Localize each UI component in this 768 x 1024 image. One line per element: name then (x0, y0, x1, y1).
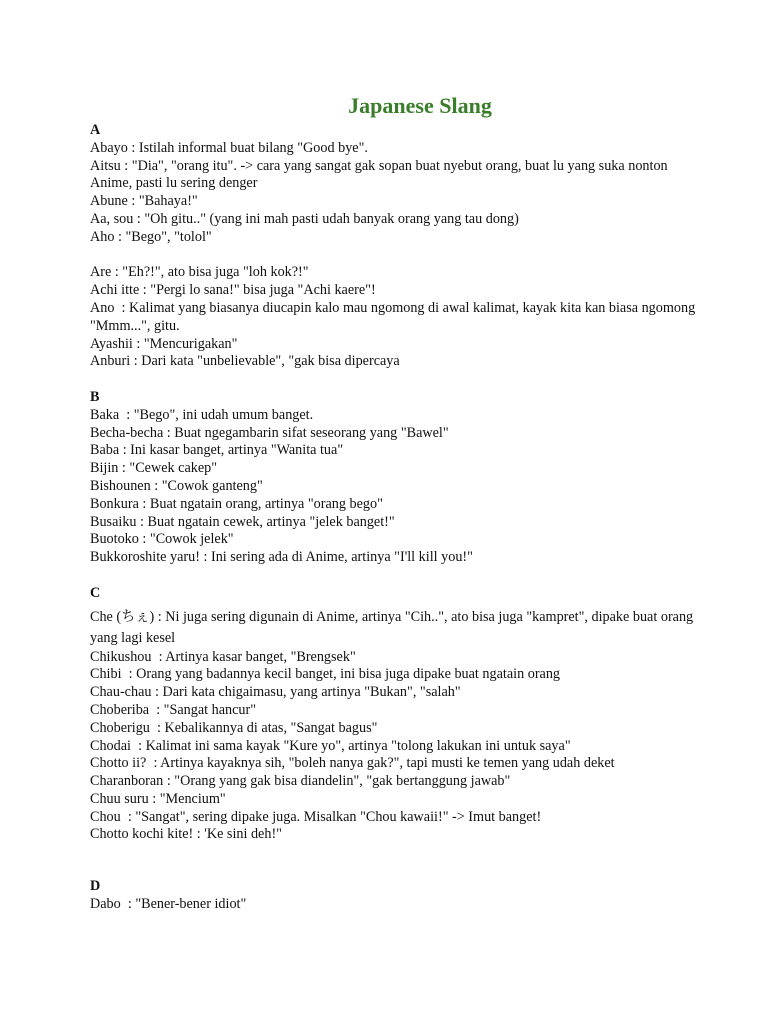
entry-chotto-kochi-kite: Chotto kochi kite! : 'Ke sini deh!" (90, 826, 282, 843)
entry-ayashii: Ayashii : "Mencurigakan" (90, 335, 238, 352)
section-letter-a: A (90, 122, 101, 138)
entry-buotoko: Buotoko : "Cowok jelek" (90, 531, 234, 548)
entry-ano: Ano : Kalimat yang biasanya diucapin kalo mau ngomong di awal kalimat, kayak kita kan biasa ngomong "Mmm...", gitu. (90, 299, 699, 334)
spacer (90, 371, 710, 389)
entry-busaiku: Busaiku : Buat ngatain cewek, artinya "jelek banget!" (90, 513, 395, 530)
entry-charanboran: Charanboran : "Orang yang gak bisa diandelin", "gak bertanggung jawab" (90, 773, 511, 790)
entry-chotto-ii: Chotto ii? : Artinya kayaknya sih, "boleh nanya gak?", tapi musti ke temen yang udah deket (90, 755, 615, 772)
entry-abayo: Abayo : Istilah informal buat bilang "Good bye". (90, 139, 368, 156)
spacer (90, 567, 710, 585)
entry-chau-chau: Chau-chau : Dari kata chigaimasu, yang artinya "Bukan", "salah" (90, 684, 461, 701)
entry-becha-becha: Becha-becha : Buat ngegambarin sifat seseorang yang "Bawel" (90, 424, 449, 441)
entry-aitsu: Aitsu : "Dia", "orang itu". -> cara yang sangat gak sopan buat nyebut orang, buat lu yang suka nonton Anime, pasti lu sering denger (90, 157, 671, 192)
entry-baba: Baba : Ini kasar banget, artinya "Wanita tua" (90, 442, 344, 459)
entry-chikushou: Chikushou : Artinya kasar banget, "Brengsek" (90, 648, 356, 665)
entry-bonkura: Bonkura : Buat ngatain orang, artinya "orang bego" (90, 495, 383, 512)
section-a (90, 122, 710, 247)
section-letter-c: C (90, 584, 101, 601)
entry-aho: Aho : "Bego", "tolol" (90, 228, 212, 245)
entry-anburi: Anburi : Dari kata "unbelievable", "gak bisa dipercaya (90, 353, 400, 370)
entry-che: Che (ちぇ) : Ni juga sering digunain di Anime, artinya "Cih..", ato bisa juga "kampret", dipake buat orang yang lagi kesel (90, 608, 697, 646)
entry-dabo: Dabo : "Bener-bener idiot" (90, 896, 247, 913)
entry-chodai: Chodai : Kalimat ini sama kayak "Kure yo", artinya "tolong lakukan ini untuk saya" (90, 737, 571, 754)
section-b (90, 389, 710, 567)
entry-bijin: Bijin : "Cewek cakep" (90, 460, 218, 477)
entry-aa-sou: Aa, sou : "Oh gitu.." (yang ini mah pasti udah banyak orang yang tau dong) (90, 210, 519, 227)
entry-choberigu: Choberigu : Kebalikannya di atas, "Sangat bagus" (90, 719, 378, 736)
entry-abune: Abune : "Bahaya!" (90, 193, 198, 210)
entry-bishounen: Bishounen : "Cowok ganteng" (90, 477, 263, 494)
section-letter-d: D (90, 878, 101, 895)
entry-chuu-suru: Chuu suru : "Mencium" (90, 790, 226, 807)
section-letter-b: B (90, 388, 100, 405)
entry-achi-itte: Achi itte : "Pergi lo sana!" bisa juga "Achi kaere"! (90, 282, 376, 299)
spacer (90, 844, 710, 878)
document-page (90, 92, 710, 914)
section-a-continued (90, 264, 710, 371)
spacer (90, 247, 710, 265)
entry-baka: Baka : "Bego", ini udah umum banget. (90, 406, 314, 423)
entry-choberiba: Choberiba : "Sangat hancur" (90, 701, 257, 718)
entry-chou: Chou : "Sangat", sering dipake juga. Misalkan "Chou kawaii!" -> Imut banget! (90, 808, 542, 825)
entry-chibi: Chibi : Orang yang badannya kecil banget, ini bisa juga dipake buat ngatain orang (90, 666, 561, 683)
section-d (90, 878, 710, 914)
entry-are: Are : "Eh?!", ato bisa juga "loh kok?!" (90, 264, 309, 281)
section-c (90, 585, 710, 845)
page-title: Japanese Slang (348, 93, 492, 118)
entry-bukkoroshite-yaru: Bukkoroshite yaru! : Ini sering ada di Anime, artinya "I'll kill you!" (90, 549, 473, 566)
